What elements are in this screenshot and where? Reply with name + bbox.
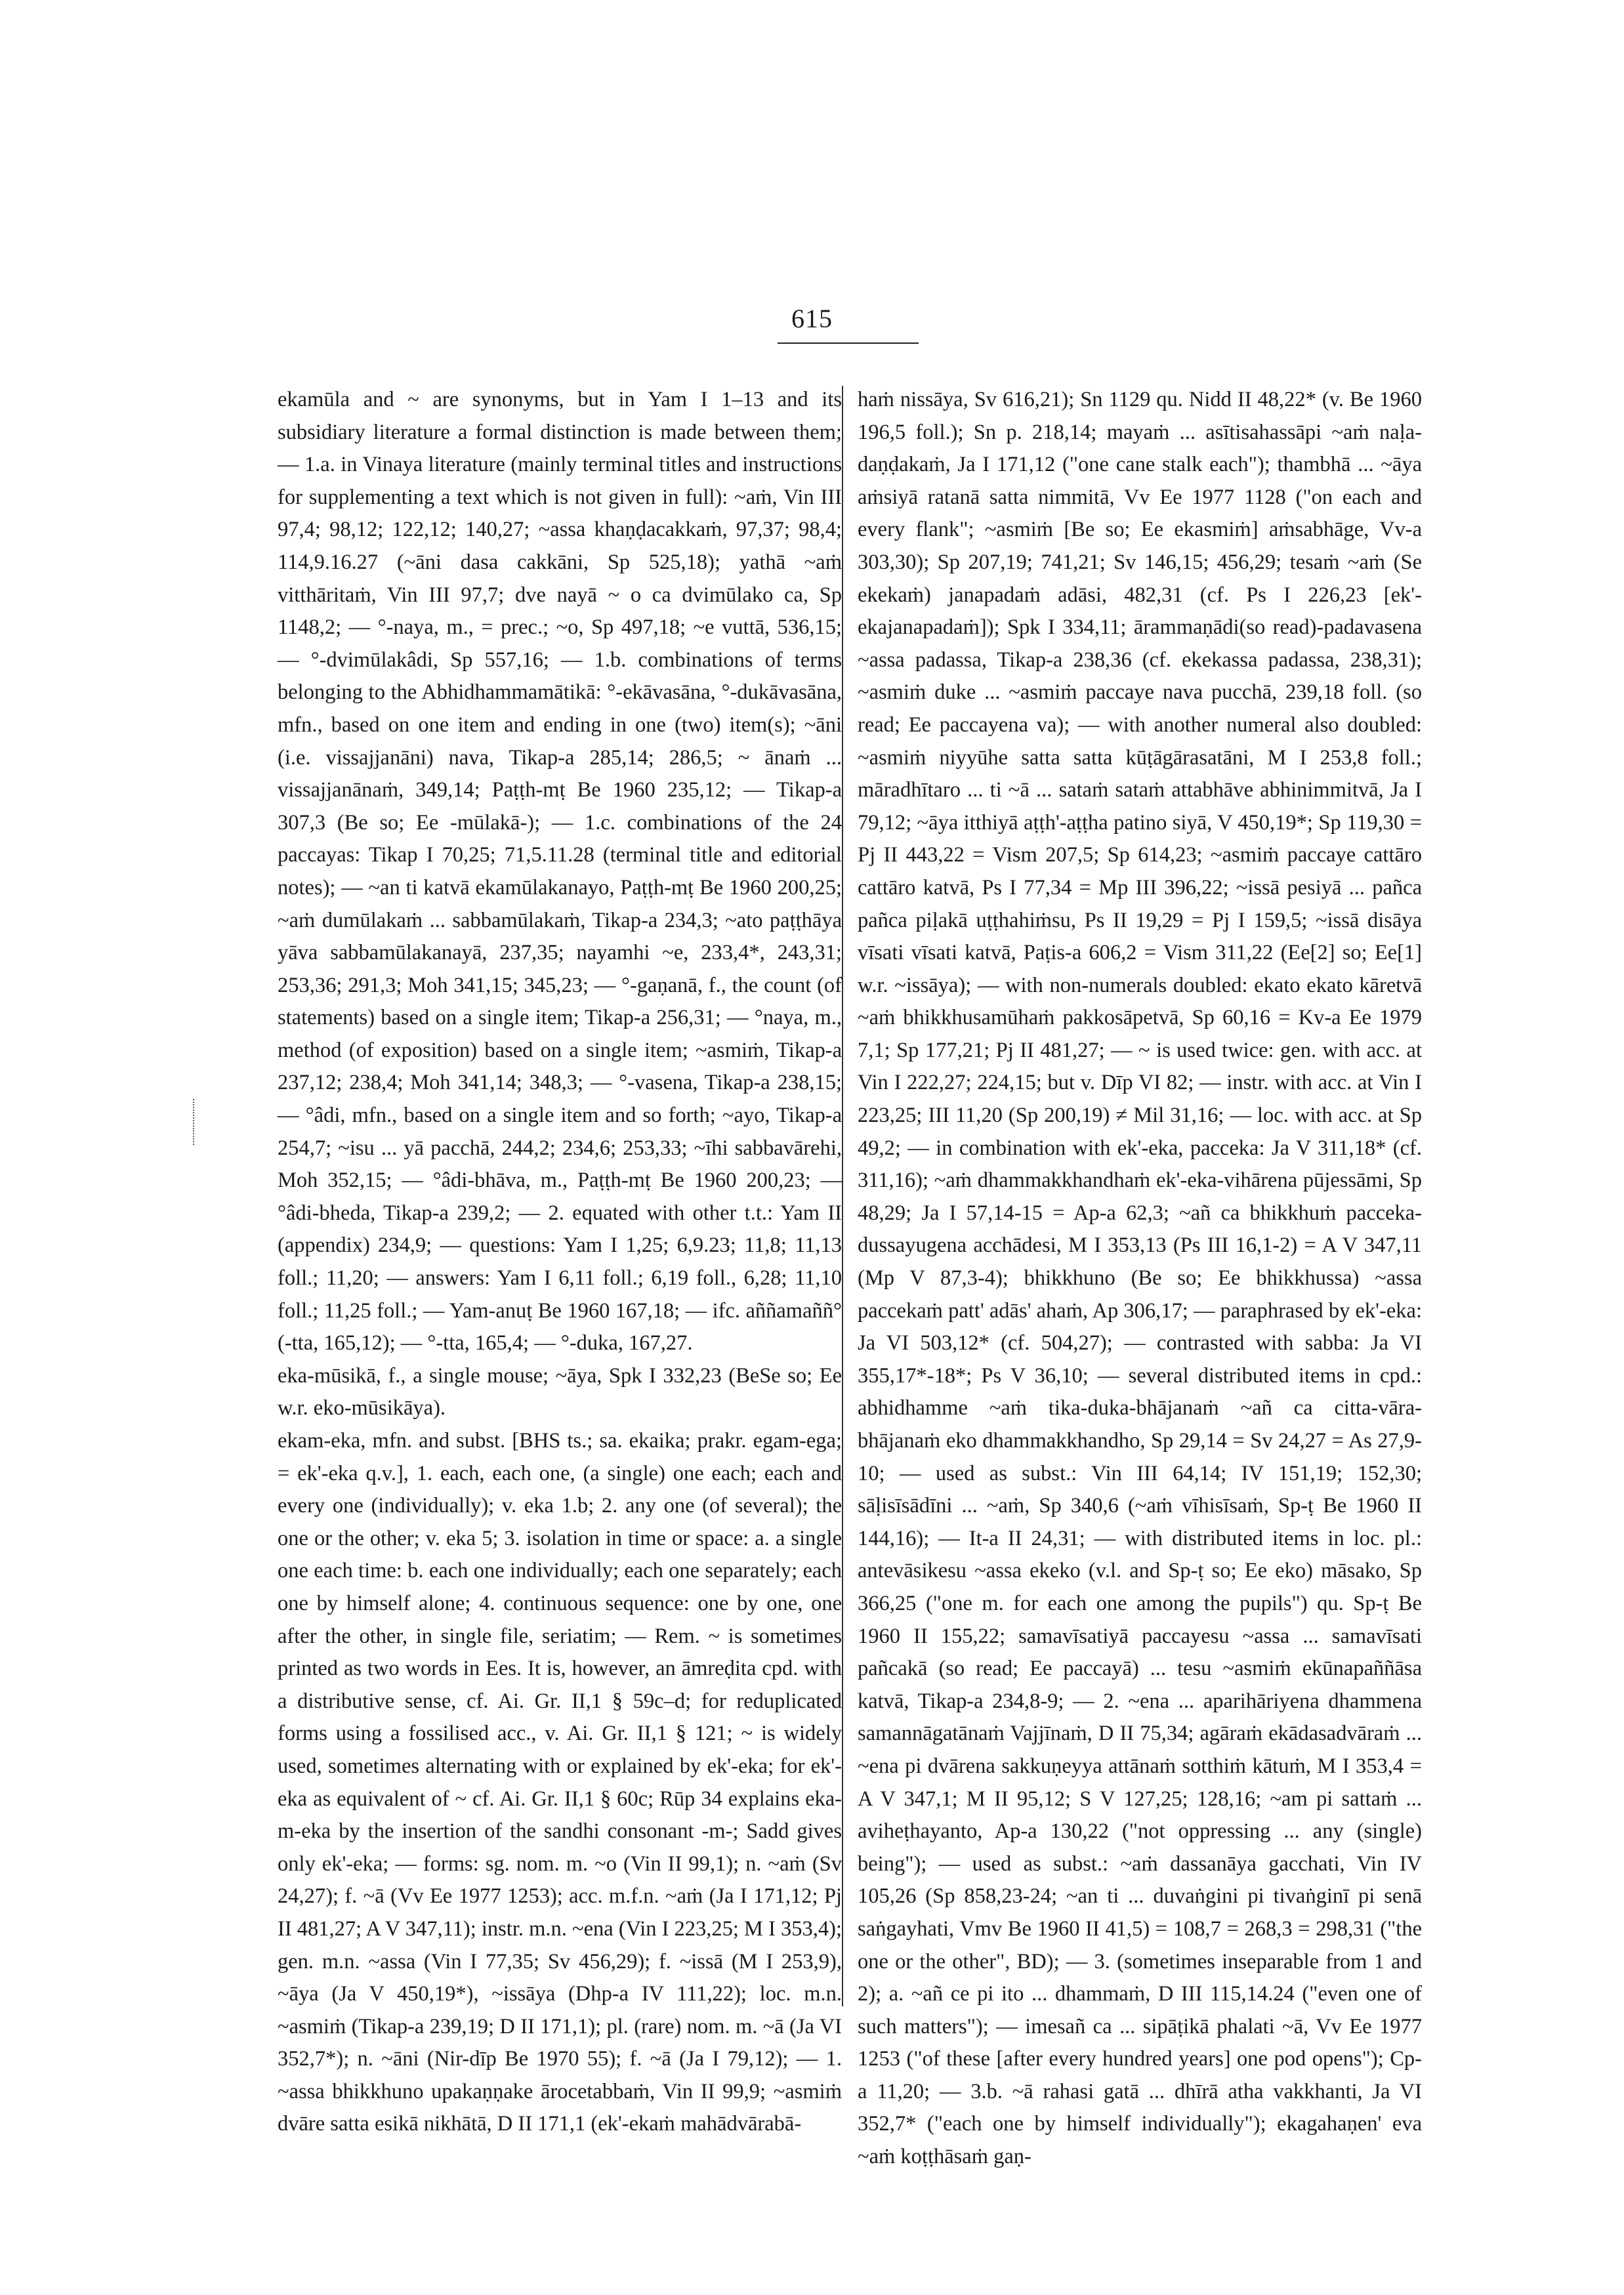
entry-ekam-eka: ekam-eka, mfn. and subst. [BHS ts.; sa. ekaika; prakr. egam-ega; = ek'-eka q.v.], 1. each, each one, (a single) one each; each and every one (individually); v. eka 1.b; 2. any one (of several); the one or the other; v. eka 5; 3. isolation in time or space: a. a single one each time: b. each one individually; each one separately; each one by himself alone; 4. continuous sequence: one by one, one after the other, in single file, seriatim; — Rem. ~ is sometimes printed as two words in Ees. It is, however, an āmreḍita cpd. with a distributive sense, cf. Ai. Gr. II,1 § 59c–d; for reduplicated forms using a fossilised acc., v. Ai. Gr. II,1 § 121; ~ is widely used, sometimes alternating with or explained by ek'-eka; for ek'-eka as equivalent of ~ cf. Ai. Gr. II,1 § 60c; Rūp 34 explains eka-m-eka by the insertion of the sandhi consonant -m-; Sadd gives only ek'-eka; — forms: sg. nom. m. ~o (Vin II 99,1); n. ~aṁ (Sv 24,27); f. ~ā (Vv Ee 1977 1253); acc. m.f.n. ~aṁ (Ja I 171,12; Pj II 481,27; A V 347,11); instr. m.n. ~ena (Vin I 223,25; M I 353,4); gen. m.n. ~assa (Vin I 77,35; Sv 456,29); f. ~issā (M I 253,9), ~āya (Ja V 450,19*), ~issāya (Dhp-a IV 111,22); loc. m.n. ~asmiṁ (Tikap-a 239,19; D II 171,1); pl. (rare) nom. m. ~ā (Ja VI 352,7*); n. ~āni (Nir-dīp Be 1970 55); f. ~ā (Ja I 79,12); — 1. ~assa bhikkhuno upakaṇṇake ārocetabbaṁ, Vin II 99,9; ~asmiṁ dvāre satta esikā nikhātā, D II 171,1 (ek'-ekaṁ mahādvārabā- xyxy=(278,1429,842,2136)
column-divider xyxy=(842,386,843,2006)
left-column xyxy=(278,384,842,2141)
page-number-rule xyxy=(778,342,919,344)
entry-ekamulaka-continued: ekamūla and ~ are synonyms, but in Yam I 1–13 and its subsidiary literature a formal distinction is made between them; — 1.a. in Vinaya literature (mainly terminal titles and instructions for supplementing a text which is not given in full): ~aṁ, Vin III 97,4; 98,12; 122,12; 140,27; ~assa khaṇḍacakkaṁ, 97,37; 98,4; 114,9.16.27 (~āni dasa cakkāni, Sp 525,18); yathā ~aṁ vitthāritaṁ, Vin III 97,7; dve nayā ~ o ca dvimūlako ca, Sp 1148,2; — °-naya, m., = prec.; ~o, Sp 497,18; ~e vuttā, 536,15; — °-dvimūlakâdi, Sp 557,16; — 1.b. combinations of terms belonging to the Abhidhammamātikā: °-ekāvasāna, °-dukāvasāna, mfn., based on one item and ending in one (two) item(s); ~āni (i.e. vissajjanāni) nava, Tikap-a 285,14; 286,5; ~ ānaṁ ... vissajjanānaṁ, 349,14; Paṭṭh-mṭ Be 1960 235,12; — Tikap-a 307,3 (Be so; Ee -mūlakā-); — 1.c. combinations of the 24 paccayas: Tikap I 70,25; 71,5.11.28 (terminal title and editorial notes); — ~an ti katvā ekamūlakanayo, Paṭṭh-mṭ Be 1960 200,25; ~aṁ dumūlakaṁ ... sabbamūlakaṁ, Tikap-a 234,3; ~ato paṭṭhāya yāva sabbamūlakanayā, 237,35; nayamhi ~e, 233,4*, 243,31; 253,36; 291,3; Moh 341,15; 345,23; — °-gaṇanā, f., the count (of statements) based on a single item; Tikap-a 256,31; — °naya, m., method (of exposition) based on a single item; ~asmiṁ, Tikap-a 237,12; 238,4; Moh 341,14; 348,3; — °-vasena, Tikap-a 238,15; — °âdi, mfn., based on a single item and so forth; ~ayo, Tikap-a 254,7; ~isu ... yā pacchā, 244,2; 234,6; 253,33; ~īhi sabbavārehi, Moh 352,15; — °âdi-bhāva, m., Paṭṭh-mṭ Be 1960 200,23; — °âdi-bheda, Tikap-a 239,2; — 2. equated with other t.t.: Yam II (appendix) 234,9; — questions: Yam I 1,25; 6,9.23; 11,8; 11,13 foll.; 11,20; — answers: Yam I 6,11 foll.; 6,19 foll., 6,28; 11,10 foll.; 11,25 foll.; — Yam-anuṭ Be 1960 167,18; — ifc. aññamaññ° (-tta, 165,12); — °-tta, 165,4; — °-duka, 167,27. xyxy=(278,388,842,1355)
entry-ekam-eka-continued: haṁ nissāya, Sv 616,21); Sn 1129 qu. Nidd II 48,22* (v. Be 1960 196,5 foll.); Sn p. 218,14; mayaṁ ... asītisahassāpi ~aṁ naḷa-daṇḍakaṁ, Ja I 171,12 ("one cane stalk each"); thambhā ... ~āya aṁsiyā ratanā satta nimmitā, Vv Ee 1977 1128 ("on each and every flank"; ~asmiṁ [Be so; Ee ekasmiṁ] aṁsabhāge, Vv-a 303,30); Sp 207,19; 741,21; Sv 146,15; 456,29; tesaṁ ~aṁ (Se ekekaṁ) janapadaṁ adāsi, 482,31 (cf. Ps I 226,23 [ek'-ekajanapadaṁ]); Spk I 334,11; ārammaṇādi(so read)-padavasena ~assa padassa, Tikap-a 238,36 (cf. ekekassa padassa, 238,31); ~asmiṁ duke ... ~asmiṁ paccaye nava pucchā, 239,18 foll. (so read; Ee paccayena va); — with another numeral also doubled: ~asmiṁ niyyūhe satta satta kūṭāgārasatāni, M I 253,8 foll.; māradhītaro ... ti ~ā ... sataṁ sataṁ attabhāve abhinimmitvā, Ja I 79,12; ~āya itthiyā aṭṭh'-aṭṭha patino siyā, V 450,19*; Sp 119,30 = Pj II 443,22 = Vism 207,5; Sp 614,23; ~asmiṁ paccaye cattāro cattāro katvā, Ps I 77,34 = Mp III 396,22; ~issā pesiyā ... pañca pañca piḷakā uṭṭhahiṁsu, Ps II 19,29 = Pj I 159,5; ~issā disāya vīsati vīsati katvā, Paṭis-a 606,2 = Vism 311,22 (Ee[2] so; Ee[1] w.r. ~issāya); — with non-numerals doubled: ekato ekato kāretvā ~aṁ bhikkhusamūhaṁ pakkosāpetvā, Sp 60,16 = Kv-a Ee 1979 7,1; Sp 177,21; Pj II 481,27; — ~ is used twice: gen. with acc. at Vin I 222,27; 224,15; but v. Dīp VI 82; — instr. with acc. at Vin I 223,25; III 11,20 (Sp 200,19) ≠ Mil 31,16; — loc. with acc. at Sp 49,2; — in combination with ek'-eka, pacceka: Ja V 311,18* (cf. 311,16); ~aṁ dhammakkhandhaṁ ek'-eka-vihārena pūjessāmi, Sp 48,29; Ja I 57,14-15 = Ap-a 62,3; ~añ ca bhikkhuṁ pacceka-dussayugena acchādesi, M I 353,13 (Ps III 16,1-2) = A V 347,11 (Mp V 87,3-4); bhikkhuno (Be so; Ee bhikkhussa) ~assa paccekaṁ patt' adās' ahaṁ, Ap 306,17; — paraphrased by ek'-eka: Ja VI 503,12* (cf. 504,27); — contrasted with sabba: Ja VI 355,17*-18*; Ps V 36,10; — several distributed items in cpd.: abhidhamme ~aṁ tika-duka-bhājanaṁ ~añ ca citta-vāra-bhājanaṁ eko dhammakkhandho, Sp 29,14 = Sv 24,27 = As 27,9-10; — used as subst.: Vin III 64,14; IV 151,19; 152,30; sāḷisīsādīni ... ~aṁ, Sp 340,6 (~aṁ vīhisīsaṁ, Sp-ṭ Be 1960 II 144,16); — It-a II 24,31; — with distributed items in loc. pl.: antevāsikesu ~assa ekeko (v.l. and Sp-ṭ so; Ee eko) māsako, Sp 366,25 ("one m. for each one among the pupils") qu. Sp-ṭ Be 1960 II 155,22; samavīsatiyā paccayesu ~assa ... samavīsati pañcakā (so read; Ee paccayā) ... tesu ~asmiṁ ekūnapaññāsa katvā, Tikap-a 234,8-9; — 2. ~ena ... aparihāriyena dhammena samannāgatānaṁ Vajjīnaṁ, D II 75,34; agāraṁ ekādasadvāraṁ ... ~ena pi dvārena sakkuṇeyya attānaṁ sotthiṁ kātuṁ, M I 353,4 = A V 347,1; M II 95,12; S V 127,25; 128,16; ~am pi sattaṁ ... aviheṭhayanto, Ap-a 130,22 ("not oppressing ... any (single) being"); — used as subst.: ~aṁ dassanāya gacchati, Vin IV 105,26 (Sp 858,23-24; ~an ti ... duvaṅgini pi tivaṅginī pi senā saṅgayhati, Vmv Be 1960 II 41,5) = 108,7 = 268,3 = 298,31 ("the one or the other", BD); — 3. (sometimes inseparable from 1 and 2); a. ~añ ce pi ito ... dhammaṁ, D III 115,14.24 ("even one of such matters"); — imesañ ca ... sipāṭikā phalati ~ā, Vv Ee 1977 1253 ("of these [after every hundred years] one pod opens"); Cp-a 11,20; — 3.b. ~ā rahasi gatā ... dhīrā atha vakkhanti, Ja VI 352,7* ("each one by himself individually"); ekagahaṇen' eva ~aṁ koṭṭhāsaṁ gaṇ- xyxy=(858,388,1422,2169)
entry-eka-musika: eka-mūsikā, f., a single mouse; ~āya, Spk I 332,23 (BeSe so; Ee w.r. eko-mūsikāya). xyxy=(278,1363,842,1420)
right-column xyxy=(858,384,1422,2174)
page-number: 615 xyxy=(791,304,833,333)
scan-margin-mark xyxy=(193,1099,196,1145)
